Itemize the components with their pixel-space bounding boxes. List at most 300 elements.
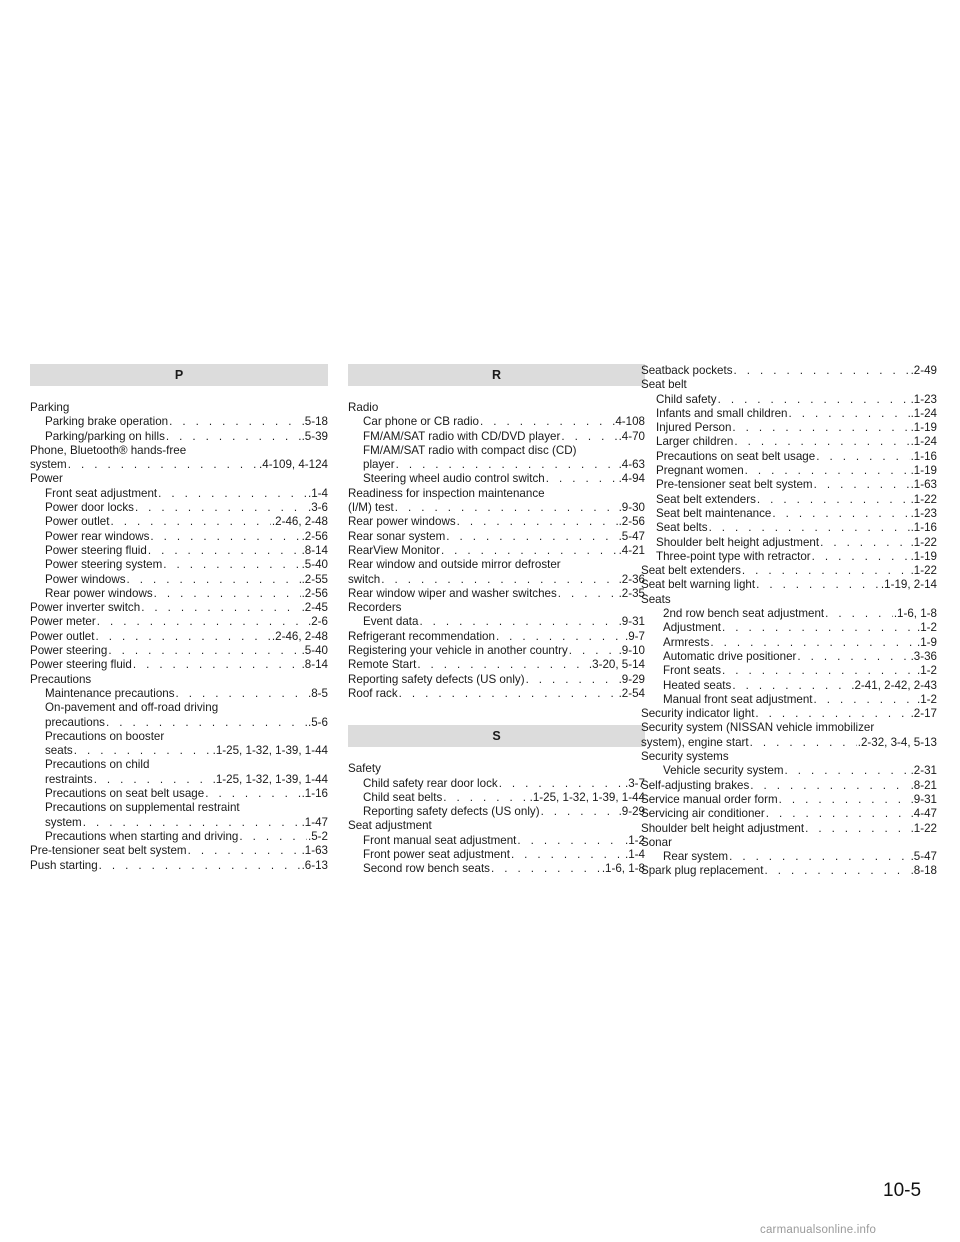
index-entry-text: Service manual order form [641, 792, 778, 806]
dot-leader [441, 544, 618, 558]
index-entry-text: Armrests [663, 635, 710, 649]
index-entry-page: .2-45 [301, 601, 328, 615]
index-entry-text: Rear window wiper and washer switches [348, 586, 557, 600]
index-entry-page: .9-7 [625, 629, 645, 643]
index-entry [348, 673, 645, 687]
index-entry-text: Rear power windows [45, 586, 153, 600]
index-entry-text: Radio [348, 401, 379, 414]
index-entry-text: Roof rack [348, 686, 398, 700]
index-entry [348, 573, 645, 587]
index-entry [30, 730, 328, 744]
index-entry-page: .1-9 [917, 635, 937, 649]
index-entry-page: .9-31 [910, 792, 937, 806]
index-entry-page: .3-20, 5-14 [588, 658, 645, 672]
index-entry [348, 515, 645, 529]
section-letter-r: R [348, 364, 645, 386]
index-entry [641, 578, 937, 592]
index-entry-page: .1-24 [910, 406, 937, 420]
index-entry-text: Seat belt maintenance [656, 506, 772, 520]
dot-leader [788, 407, 909, 421]
dot-leader [722, 664, 916, 678]
index-entry-page: .1-63 [301, 844, 328, 858]
dot-leader [772, 507, 909, 521]
index-entry [348, 587, 645, 601]
index-entry-text: Reporting safety defects (US only) [363, 805, 540, 819]
index-entry-page: .1-16 [301, 787, 328, 801]
index-entry-page: .2-56 [301, 586, 328, 600]
index-entry-page: .1-23 [910, 392, 937, 406]
index-entry-page: .1-22 [910, 492, 937, 506]
index-entry-text: 2nd row bench seat adjustment [663, 607, 825, 621]
index-entry-page: .9-31 [618, 615, 645, 629]
dot-leader [399, 687, 618, 701]
index-entry [348, 472, 645, 486]
index-entry-text: Spark plug replacement [641, 864, 764, 878]
index-entry-page: .1-25, 1-32, 1-39, 1-44 [529, 790, 645, 804]
index-entry [641, 664, 937, 678]
dot-leader [443, 791, 528, 805]
index-entry-text: Sonar [641, 835, 672, 849]
index-entry [30, 816, 328, 830]
index-entry-page: .4-109, 4-124 [259, 458, 328, 472]
index-entry-text: Self-adjusting brakes [641, 778, 750, 792]
index-entry-page: .1-19 [910, 549, 937, 563]
index-entry-text: Maintenance precautions [45, 686, 175, 700]
index-entry-page: .1-2 [917, 692, 937, 706]
index-entry [348, 862, 645, 876]
index-entry [30, 615, 328, 629]
index-entry-text: Seat belt extenders [641, 564, 741, 578]
index-entry [348, 501, 645, 515]
index-entry [348, 658, 645, 672]
dot-leader [169, 415, 300, 429]
dot-leader [526, 673, 618, 687]
dot-leader [106, 716, 307, 730]
index-entry [348, 487, 645, 501]
index-entry-page: .2-31 [910, 764, 937, 778]
index-entry-page: .1-4 [308, 486, 328, 500]
dot-leader [820, 536, 909, 550]
section-letter-s: S [348, 725, 645, 747]
index-entry-text: Front power seat adjustment [363, 848, 510, 862]
dot-leader [561, 430, 617, 444]
index-entry [641, 478, 937, 492]
index-entry-page: .4-21 [618, 543, 645, 557]
index-column-1 [30, 364, 328, 873]
dot-leader [188, 844, 301, 858]
index-entry-text: On-pavement and off-road driving [45, 701, 219, 715]
dot-leader [541, 805, 618, 819]
dot-leader [816, 450, 909, 464]
index-entry-text: Power outlet [30, 629, 95, 643]
index-entry-text: Vehicle security system [663, 764, 784, 778]
index-entry-text: Power steering system [45, 558, 163, 572]
index-entry-text: Push starting [30, 858, 98, 872]
index-entry-page: .2-46, 2-48 [271, 515, 328, 529]
index-entry-text: Parking [30, 401, 70, 414]
index-entry-text: Seat belt [641, 378, 687, 392]
index-entry [30, 458, 328, 472]
index-column-3 [641, 364, 937, 879]
index-entry [30, 415, 328, 429]
index-entry-page: .8-14 [301, 543, 328, 557]
dot-leader [734, 435, 909, 449]
index-entry-page: .5-39 [301, 429, 328, 443]
index-entry [641, 679, 937, 693]
index-entry-text: Shoulder belt height adjustment [656, 535, 820, 549]
dot-leader [205, 787, 300, 801]
index-entry-text: Power steering [30, 644, 108, 658]
dot-leader [491, 862, 601, 876]
index-entry-page: .2-17 [910, 707, 937, 721]
index-entry-page: .4-108 [612, 415, 645, 429]
index-entry [30, 558, 328, 572]
index-entry-text: system [30, 458, 67, 472]
page-number: 10-5 [883, 1180, 922, 1201]
index-entry [348, 848, 645, 862]
index-entry [641, 822, 937, 836]
index-entry [641, 607, 937, 621]
index-entry-page: .2-56 [618, 515, 645, 529]
index-entry-text: Seat adjustment [348, 819, 432, 833]
index-entry-page: .1-24 [910, 435, 937, 449]
index-entry-text: Pregnant women [656, 464, 744, 478]
index-entry-text: Readiness for inspection maintenance [348, 486, 545, 500]
dot-leader [499, 777, 624, 791]
dot-leader [732, 421, 909, 435]
index-entry-page: .2-35 [618, 586, 645, 600]
index-entry [30, 758, 328, 772]
dot-leader [97, 615, 307, 629]
index-entry-text: Seat belts [656, 521, 708, 535]
index-entry [30, 630, 328, 644]
index-entry-page: .1-22 [910, 535, 937, 549]
index-entry-page: .8-18 [910, 864, 937, 878]
index-entry-text: Parking/parking on hills [45, 429, 165, 443]
dot-leader [814, 693, 917, 707]
index-entry-page: .2-56 [301, 529, 328, 543]
dot-leader [511, 848, 624, 862]
index-entry-text: Power windows [45, 572, 126, 586]
dot-leader [150, 530, 300, 544]
dot-leader [94, 773, 212, 787]
index-entry-text: Adjustment [663, 621, 721, 635]
index-entry [348, 777, 645, 791]
index-entry-text: system [45, 815, 82, 829]
index-entry-page: .9-30 [618, 501, 645, 515]
index-entry-page: .2-46, 2-48 [271, 629, 328, 643]
index-entry-page: .2-55 [301, 572, 328, 586]
index-entry-text: Pre-tensioner seat belt system [30, 844, 187, 858]
index-entry-text: Rear sonar system [348, 529, 446, 543]
index-entry [641, 464, 937, 478]
index-entry-text: seats [45, 744, 73, 758]
index-entry-page: .4-47 [910, 807, 937, 821]
index-entry [30, 801, 328, 815]
index-entry-text: Seats [641, 592, 671, 606]
index-entry-page: .8-5 [308, 686, 328, 700]
index-entry-text: Event data [363, 615, 419, 629]
index-entry-page: .4-94 [618, 472, 645, 486]
dot-leader [722, 621, 916, 635]
index-entry-page: .5-40 [301, 644, 328, 658]
index-entry-text: Power outlet [45, 515, 110, 529]
index-entry [641, 636, 937, 650]
dot-leader [239, 830, 307, 844]
dot-leader [797, 650, 909, 664]
index-entry-text: Precautions on seat belt usage [656, 449, 816, 463]
index-entry [348, 430, 645, 444]
dot-leader [176, 687, 307, 701]
index-entry-text: Phone, Bluetooth® hands-free [30, 443, 187, 457]
index-entry [30, 601, 328, 615]
dot-leader [133, 658, 301, 672]
index-entry [348, 615, 645, 629]
index-entry-text: system), engine start [641, 735, 749, 749]
index-entry-page: .1-63 [910, 478, 937, 492]
dot-leader [745, 464, 910, 478]
index-entry-text: RearView Monitor [348, 543, 440, 557]
index-entry-text: FM/AM/SAT radio with CD/DVD player [363, 429, 561, 443]
index-entry [641, 693, 937, 707]
dot-leader [757, 493, 910, 507]
dot-leader [814, 478, 910, 492]
index-entry [30, 687, 328, 701]
index-entry-page: .3-7 [625, 776, 645, 790]
index-entry [30, 701, 328, 715]
index-entry [30, 658, 328, 672]
section-gap [348, 701, 645, 725]
dot-leader [755, 707, 909, 721]
index-entry [641, 521, 937, 535]
index-entry-text: Child safety rear door lock [363, 776, 498, 790]
index-entry [348, 544, 645, 558]
index-entry-text: Shoulder belt height adjustment [641, 821, 805, 835]
dot-leader [732, 679, 850, 693]
index-entry-page: .8-21 [910, 778, 937, 792]
index-entry [30, 716, 328, 730]
index-entry [348, 601, 645, 615]
index-entry-page: .1-2 [625, 833, 645, 847]
index-entry-text: Power meter [30, 615, 96, 629]
dot-leader [779, 793, 910, 807]
index-entry-text: Heated seats [663, 678, 732, 692]
index-entry [348, 834, 645, 848]
index-entry-text: Security system (NISSAN vehicle immobilizer [641, 721, 875, 735]
index-entry-page: .4-63 [618, 458, 645, 472]
index-entry-text: Power steering fluid [45, 543, 147, 557]
dot-leader [517, 834, 624, 848]
index-entry-page: .5-47 [910, 850, 937, 864]
index-entry [30, 472, 328, 486]
index-entry-page: .1-4 [625, 848, 645, 862]
dot-leader [99, 859, 301, 873]
dot-leader [764, 864, 909, 878]
index-entry [348, 791, 645, 805]
index-entry-text: Precautions on seat belt usage [45, 787, 205, 801]
index-entry-page: .1-19 [910, 464, 937, 478]
dot-leader [729, 850, 909, 864]
index-entry-text: precautions [45, 715, 105, 729]
dot-leader [480, 415, 611, 429]
index-entry-text: Injured Person [656, 421, 732, 435]
index-entry [641, 779, 937, 793]
index-entry-text: Recorders [348, 601, 402, 615]
dot-leader [83, 816, 301, 830]
index-entry-page: .8-14 [301, 658, 328, 672]
index-entry-page: .1-16 [910, 449, 937, 463]
index-entry [30, 644, 328, 658]
dot-leader [825, 607, 893, 621]
index-entry-text: restraints [45, 772, 93, 786]
index-entry-text: Power rear windows [45, 529, 150, 543]
dot-leader [734, 364, 910, 378]
dot-leader [805, 822, 909, 836]
dot-leader [750, 779, 909, 793]
index-entry-text: Seat belt warning light [641, 578, 756, 592]
index-entry [641, 793, 937, 807]
index-entry [30, 587, 328, 601]
index-entry-page: .1-2 [917, 621, 937, 635]
index-entry [641, 864, 937, 878]
dot-leader [718, 393, 910, 407]
index-entry [641, 764, 937, 778]
index-entry-page: .1-23 [910, 506, 937, 520]
dot-leader [154, 587, 301, 601]
index-entry [30, 844, 328, 858]
index-entry [348, 444, 645, 458]
index-entry-page: .4-70 [618, 429, 645, 443]
dot-leader [95, 630, 270, 644]
index-entry-text: switch [348, 572, 381, 586]
index-entry [348, 819, 645, 833]
index-entry-text: Front seat adjustment [45, 486, 158, 500]
index-entry-page: .9-10 [618, 644, 645, 658]
index-entry-text: Manual front seat adjustment [663, 692, 813, 706]
section-letter-p: P [30, 364, 328, 386]
index-entry-text: Seat belt extenders [656, 492, 756, 506]
index-entry-page: .5-2 [308, 829, 328, 843]
index-entry-text: Rear system [663, 850, 729, 864]
index-entry [641, 364, 937, 378]
index-entry-page: .2-32, 3-4, 5-13 [857, 735, 937, 749]
index-entry [641, 621, 937, 635]
dot-leader [148, 544, 301, 558]
index-entry [30, 859, 328, 873]
index-entry [641, 393, 937, 407]
index-entry [641, 493, 937, 507]
index-entry [641, 836, 937, 850]
index-entry-page: .1-22 [910, 821, 937, 835]
index-entry-page: .1-6, 1-8 [601, 862, 645, 876]
dot-leader [381, 573, 617, 587]
index-entry [641, 378, 937, 392]
index-entry-page: .2-49 [910, 364, 937, 377]
index-entry [348, 762, 645, 776]
index-entry [641, 564, 937, 578]
index-entry-text: Servicing air conditioner [641, 807, 765, 821]
index-entry-text: Front seats [663, 664, 721, 678]
index-entry-page: .9-29 [618, 805, 645, 819]
index-entry [30, 573, 328, 587]
index-entry [30, 430, 328, 444]
index-entry-text: Power steering fluid [30, 658, 132, 672]
dot-leader [108, 644, 300, 658]
index-entry [30, 673, 328, 687]
dot-leader [766, 807, 910, 821]
index-entry-page: .5-6 [308, 715, 328, 729]
dot-leader [756, 578, 880, 592]
index-entry-text: Security systems [641, 750, 729, 764]
index-entry-page: .1-19 [910, 421, 937, 435]
index-entry [641, 421, 937, 435]
dot-leader [135, 501, 307, 515]
index-entry-text: Remote Start [348, 658, 417, 672]
index-entry-text: Three-point type with retractor [656, 549, 811, 563]
index-entry-text: Power inverter switch [30, 601, 141, 615]
index-entry-text: player [363, 458, 395, 472]
index-entry [641, 536, 937, 550]
dot-leader [127, 573, 301, 587]
dot-leader [457, 515, 618, 529]
dot-leader [395, 501, 618, 515]
dot-leader [785, 764, 910, 778]
dot-leader [709, 521, 910, 535]
dot-leader [74, 744, 212, 758]
index-entry-text: Infants and small children [656, 406, 788, 420]
index-entry-page: .9-29 [618, 672, 645, 686]
index-entry-text: Reporting safety defects (US only) [348, 672, 525, 686]
index-entry [348, 530, 645, 544]
index-entry-text: Precautions on booster [45, 729, 165, 743]
index-entry-text: Parking brake operation [45, 415, 169, 429]
index-entry [30, 401, 328, 415]
index-entry [641, 807, 937, 821]
index-entry-text: Automatic drive positioner [663, 649, 797, 663]
dot-leader [396, 458, 618, 472]
index-entry-text: (I/M) test [348, 501, 394, 515]
index-entry-text: Car phone or CB radio [363, 415, 479, 429]
index-entry [348, 687, 645, 701]
index-entry-page: .1-47 [301, 815, 328, 829]
index-entry-text: Front manual seat adjustment [363, 833, 517, 847]
index-entry [348, 644, 645, 658]
dot-leader [163, 558, 300, 572]
index-entry [348, 458, 645, 472]
index-entry [30, 744, 328, 758]
index-entry-page: .6-13 [301, 858, 328, 872]
index-entry [348, 401, 645, 415]
index-entry-text: Security indicator light [641, 707, 755, 721]
dot-leader [496, 630, 624, 644]
index-entry-text: Power door locks [45, 501, 134, 515]
index-entry-page: .5-18 [301, 415, 328, 429]
index-entry [30, 830, 328, 844]
index-entry [30, 487, 328, 501]
index-entry-page: .3-6 [308, 501, 328, 515]
dot-leader [110, 515, 270, 529]
index-entry [30, 501, 328, 515]
index-entry-page: .2-36 [618, 572, 645, 586]
dot-leader [68, 458, 258, 472]
index-entry [30, 444, 328, 458]
index-entry-page: .1-2 [917, 664, 937, 678]
index-entry-page: .1-22 [910, 564, 937, 578]
index-entry [641, 507, 937, 521]
index-entry-text: Second row bench seats [363, 862, 490, 876]
index-entry [641, 850, 937, 864]
index-entry-text: Larger children [656, 435, 734, 449]
